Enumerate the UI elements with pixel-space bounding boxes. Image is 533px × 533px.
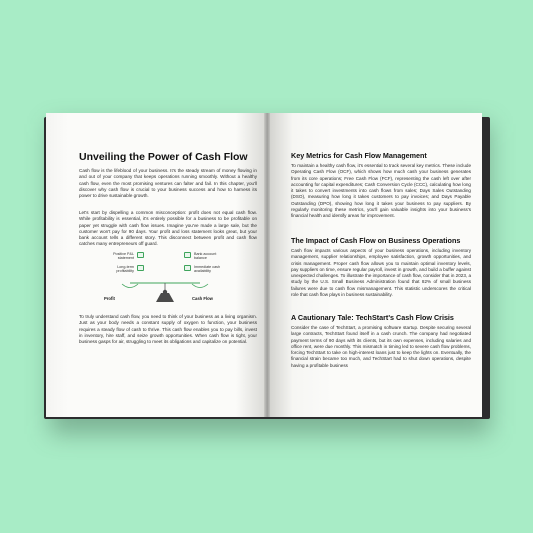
section-text-impact: Cash flow impacts various aspects of your business operations, including inventory management, supplier relationships, employee satisfaction, growth opportunities, and crisis management. Proper cash flow allows you to maintain optimal inventory levels, pay suppliers on time, ensure regular payroll, invest in growth, and build a buffer against unexpected challenges. To illustrate the importance of cash flow, consider that in 2023, a study by the U.S. Small Business Administration found that 82% of small business failures were due to cash flow mismanagement. This statistic underscores the critical role that cash flow plays in business sustainability. bbox=[291, 248, 471, 298]
book-gutter bbox=[264, 113, 270, 417]
chapter-title: Unveiling the Power of Cash Flow bbox=[79, 151, 248, 163]
left-paragraph-3: To truly understand cash flow, you need to think of your business as a living organism. Just as your body needs a constant supply of oxygen to function, your business requires a steady flow of cash to thrive. This cash flow enables you to pay bills, invest in inventory, hire staff, and seize growth opportunities. When cash flow is tight, your business gasps for air, struggling to meet its obligations and capitalize on potential. bbox=[79, 314, 257, 345]
diagram-label-immediate-cash: Immediate cash availability bbox=[194, 265, 221, 274]
diagram-label-long-term: Long-term profitability bbox=[116, 265, 134, 274]
left-paragraph-1: Cash flow is the lifeblood of your business. It's the steady stream of money flowing in and out of your company that keeps operations running smoothly. Without a healthy cash flow, even the most promising ventures can falter and fail. In this chapter, you'll discover why cash flow is crucial to your business success and how to harness its power to drive sustainable growth. bbox=[79, 168, 257, 199]
diagram-caption-cash-flow: Cash Flow bbox=[192, 296, 213, 301]
diagram-caption-profit: Profit bbox=[104, 296, 115, 301]
left-page bbox=[46, 113, 267, 417]
diagram-label-pl-statement: Positive P&L statement bbox=[113, 252, 134, 261]
diagram-label-bank-balance: Bank account balance bbox=[194, 252, 217, 261]
section-heading-key-metrics: Key Metrics for Cash Flow Management bbox=[291, 151, 427, 160]
left-paragraph-2: Let's start by dispelling a common misconception: profit does not equal cash flow. While profitability is essential, it's entirely possible for a business to be profitable on paper yet struggle with cash flow issues. Imagine you've made a large sale, but the customer won't pay for 90 days. Your profit and loss statement looks great, but your bank account tells a different story. This disconnect between profit and cash flow catches many entrepreneurs off guard. bbox=[79, 210, 257, 247]
section-text-cautionary-tale: Consider the case of TechStart, a promising software startup. Despite securing several large contracts, TechStart found itself in a cash crunch. The company had negotiated payment terms of 90 days with its clients, but its own expenses, including salaries and office rent, were due monthly. This mismatch in timing led to severe cash flow problems, forcing TechStart to take on high-interest loans just to keep the lights on. Eventually, the financial strain became too much, and TechStart had to shut down operations, despite having a profitable business bbox=[291, 325, 471, 368]
section-heading-cautionary-tale: A Cautionary Tale: TechStart's Cash Flow Crisis bbox=[291, 313, 454, 322]
section-text-key-metrics: To maintain a healthy cash flow, it's essential to track several key metrics. These include Operating Cash Flow (OCF), which shows how much cash your business generates from its core operations; Free Cash Flow (FCF), representing the cash left over after accounting for capital expenditures; Cash Conversion Cycle (CCC), calculating how long it takes to convert investments into cash flows from sales; Days Sales Outstanding (DSO), measuring how long it takes customers to pay invoices; and Days Payable Outstanding (DPO), showing how long it takes your business to pay suppliers. By regularly monitoring these metrics, you'll gain valuable insights into your business's financial health and identify areas for improvement. bbox=[291, 163, 471, 219]
right-page bbox=[267, 113, 482, 417]
profit-vs-cashflow-diagram bbox=[104, 250, 234, 306]
section-heading-impact: The Impact of Cash Flow on Business Operations bbox=[291, 236, 461, 245]
balance-scale-icon bbox=[104, 250, 234, 306]
